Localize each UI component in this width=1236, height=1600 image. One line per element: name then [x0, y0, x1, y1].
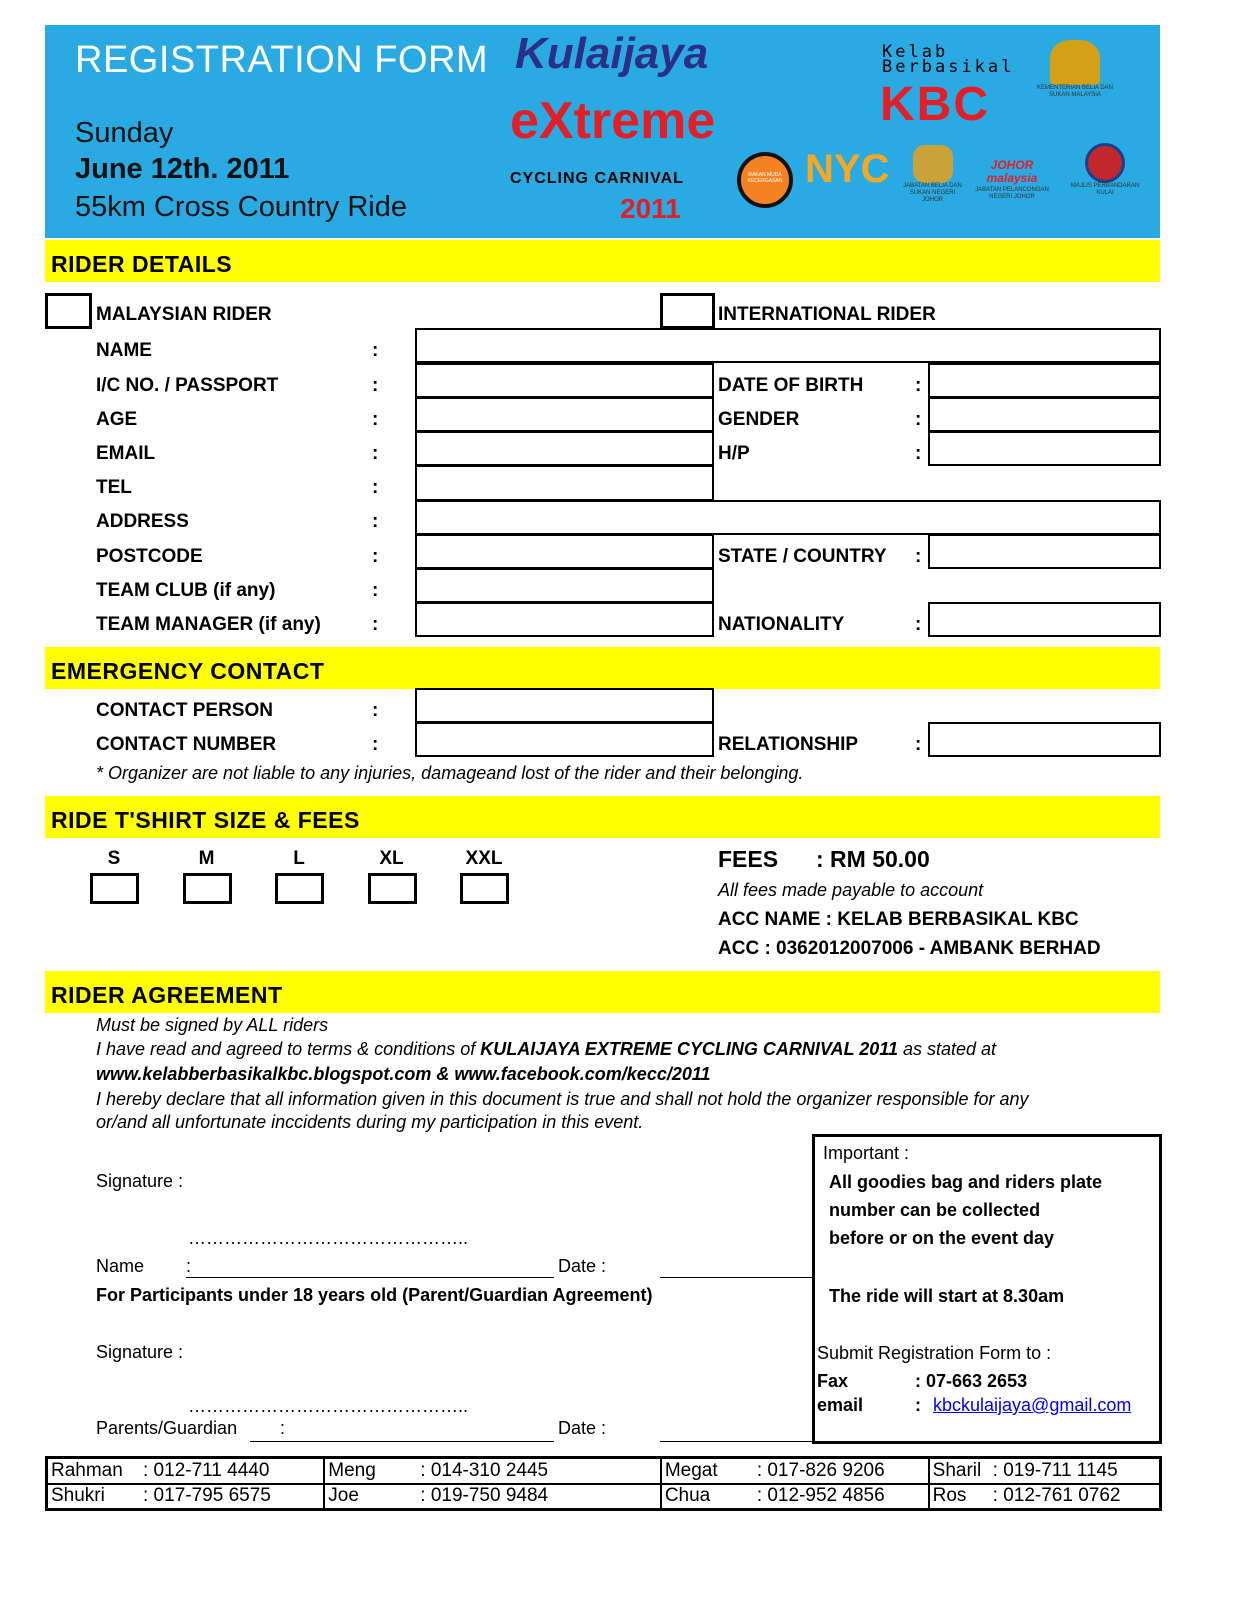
name-signature-line[interactable]: [186, 1277, 554, 1278]
international-rider-checkbox[interactable]: [660, 293, 715, 329]
contact-phone: : 012-952 4856: [756, 1485, 885, 1507]
size-label: XL: [379, 848, 404, 869]
field-label: TEAM CLUB (if any): [96, 580, 276, 601]
contact-phone: : 017-795 6575: [143, 1485, 271, 1507]
start-time: The ride will start at 8.30am: [829, 1286, 1065, 1306]
field-label: AGE: [96, 409, 138, 430]
contact-cell: [929, 1458, 1161, 1484]
kbc-logo-text: Kelab Berbasikal: [882, 42, 1015, 77]
dob-label: DATE OF BIRTH: [718, 375, 864, 396]
johor-tourism-logo: JOHOR malaysia JABATAN PELANCONGAN NEGERI JOHOR: [975, 158, 1049, 200]
team-manager-input[interactable]: [415, 602, 714, 637]
colon: :: [372, 614, 379, 635]
field-label: I/C NO. / PASSPORT: [96, 375, 279, 396]
contact-cell: [661, 1484, 929, 1510]
name-input[interactable]: [415, 328, 1161, 363]
jbs-logo: JABATAN BELIA DAN SUKAN NEGERI JOHOR: [900, 145, 965, 204]
relationship-label: RELATIONSHIP: [718, 734, 859, 755]
hp-label: H/P: [718, 443, 750, 464]
contact-phone: : 019-711 1145: [992, 1459, 1118, 1481]
fees-amount: : RM 50.00: [816, 846, 930, 872]
contact-name: Shukri: [51, 1485, 105, 1507]
contact-phone: : 012-761 0762: [992, 1485, 1121, 1507]
date-line[interactable]: [660, 1277, 812, 1278]
gender-input[interactable]: [928, 397, 1161, 432]
field-label: EMAIL: [96, 443, 156, 464]
fax-number: : 07-663 2653: [915, 1371, 1028, 1391]
contact-phone: : 019-750 9484: [420, 1485, 549, 1507]
contact-name: Joe: [328, 1485, 359, 1507]
header-banner: [45, 25, 1160, 238]
contact-name: Rahman: [51, 1459, 123, 1481]
mpk-logo: MAJLIS PERBANDARAN KULAI: [1070, 143, 1140, 197]
relationship-input[interactable]: [928, 722, 1161, 757]
ic-passport-input[interactable]: [415, 363, 714, 398]
contact-phone: : 014-310 2445: [420, 1459, 549, 1481]
section-tshirt-fees: RIDE T'SHIRT SIZE & FEES: [45, 796, 1160, 838]
field-label: TEL: [96, 477, 132, 498]
colon: :: [372, 546, 379, 567]
kbc-logo: KBC: [880, 78, 990, 131]
event-ride: 55km Cross Country Ride: [75, 191, 407, 223]
size-label: XXL: [465, 848, 503, 869]
colon: :: [372, 477, 379, 498]
fees-label: FEES: [718, 846, 779, 872]
size-checkbox-xl[interactable]: [368, 873, 417, 904]
contact-person-input[interactable]: [415, 688, 714, 723]
must-sign: Must be signed by ALL riders: [96, 1015, 329, 1035]
date-label: Date :: [558, 1256, 607, 1276]
important-line: All goodies bag and riders plate: [829, 1172, 1103, 1192]
event-logo: [510, 29, 725, 234]
event-date: June 12th. 2011: [75, 153, 290, 185]
contact-row: [47, 1458, 1161, 1484]
field-label: POSTCODE: [96, 546, 203, 567]
account-name: ACC NAME : KELAB BERBASIKAL KBC: [718, 909, 1079, 930]
colon: :: [915, 409, 922, 430]
guardian-signature-label: Signature :: [96, 1342, 184, 1362]
contact-cell: [47, 1484, 325, 1510]
colon: :: [372, 340, 379, 361]
gender-label: GENDER: [718, 409, 800, 430]
guardian-label: Parents/Guardian: [96, 1418, 238, 1438]
contact-cell: [929, 1484, 1161, 1510]
contact-cell: [324, 1458, 661, 1484]
event-day: Sunday: [75, 117, 174, 149]
important-title: Important :: [823, 1143, 910, 1163]
name-label: Name: [96, 1256, 145, 1276]
size-checkbox-l[interactable]: [275, 873, 324, 904]
tel-input[interactable]: [415, 465, 714, 501]
colon: :: [915, 734, 922, 755]
contact-name: Megat: [664, 1459, 718, 1481]
guardian-date-line[interactable]: [660, 1441, 812, 1442]
colon: :: [915, 443, 922, 464]
hp-input[interactable]: [928, 431, 1161, 466]
postcode-input[interactable]: [415, 534, 714, 569]
email-link[interactable]: kbckulaijaya@gmail.com: [933, 1395, 1132, 1415]
contact-name: Ros: [932, 1485, 967, 1507]
guardian-signature-line[interactable]: ………………………………………..: [188, 1396, 469, 1416]
malaysian-rider-checkbox[interactable]: [45, 293, 92, 329]
contact-phone: : 017-826 9206: [756, 1459, 885, 1481]
logo-text: 2011: [620, 193, 681, 224]
size-label: L: [293, 848, 305, 869]
colon: :: [372, 511, 379, 532]
account-number: ACC : 0362012007006 - AMBANK BERHAD: [718, 938, 1101, 959]
colon: :: [915, 1395, 921, 1415]
size-label: S: [107, 848, 121, 869]
size-checkbox-xxl[interactable]: [460, 873, 509, 904]
logo-text: Kulaijaya: [515, 29, 709, 78]
contact-name: Sharil: [932, 1459, 982, 1481]
guardian-date-label: Date :: [558, 1418, 607, 1438]
size-label: M: [198, 848, 215, 869]
colon: :: [372, 375, 379, 396]
terms-links: www.kelabberbasikalkbc.blogspot.com & www.facebook.com/kecc/2011: [96, 1064, 711, 1084]
email-label: email: [817, 1395, 864, 1415]
important-line: number can be collected: [829, 1200, 1041, 1220]
contact-row: [47, 1484, 1161, 1510]
contact-person-label: CONTACT PERSON: [96, 700, 273, 721]
colon: :: [186, 1256, 192, 1276]
form-title: REGISTRATION FORM: [75, 39, 489, 81]
rakan-muda-logo: RAKAN MUDA KECERGASAN: [737, 152, 793, 208]
address-input[interactable]: [415, 500, 1161, 535]
section-emergency-contact: EMERGENCY CONTACT: [45, 647, 1160, 689]
colon: :: [372, 580, 379, 601]
important-box: [812, 1134, 1162, 1444]
contact-name: Meng: [328, 1459, 376, 1481]
field-label: ADDRESS: [96, 511, 189, 532]
colon: :: [280, 1418, 286, 1438]
contact-number-label: CONTACT NUMBER: [96, 734, 277, 755]
disclaimer: * Organizer are not liable to any injuries, damageand lost of the rider and their belonging.: [96, 763, 804, 783]
section-rider-agreement: RIDER AGREEMENT: [45, 971, 1160, 1013]
signature-line[interactable]: ………………………………………..: [188, 1228, 469, 1248]
field-label: TEAM MANAGER (if any): [96, 614, 321, 635]
contact-name: Chua: [664, 1485, 711, 1507]
ministry-logo: KEMENTERIAN BELIA DAN SUKAN MALAYSIA: [1035, 40, 1115, 99]
colon: :: [372, 734, 379, 755]
submit-label: Submit Registration Form to :: [817, 1343, 1052, 1363]
nationality-input[interactable]: [928, 602, 1161, 637]
declaration-line-2: or/and all unfortunate inccidents during my participation in this event.: [96, 1112, 644, 1132]
size-checkbox-s[interactable]: [90, 873, 139, 904]
contact-phone: : 012-711 4440: [143, 1459, 270, 1481]
under-18-heading: For Participants under 18 years old (Parent/Guardian Agreement): [96, 1285, 653, 1305]
dob-input[interactable]: [928, 363, 1161, 398]
nationality-label: NATIONALITY: [718, 614, 845, 635]
colon: :: [915, 614, 922, 635]
logo-text: eXtreme: [510, 92, 716, 150]
contact-cell: [47, 1458, 325, 1484]
colon: :: [915, 546, 922, 567]
state-country-input[interactable]: [928, 534, 1161, 569]
age-input[interactable]: [415, 397, 714, 432]
contact-cell: [324, 1484, 661, 1510]
signature-label: Signature :: [96, 1171, 184, 1191]
terms-text: I have read and agreed to terms & conditions of KULAIJAYA EXTREME CYCLING CARNIVAL 2011 as stated at: [96, 1039, 997, 1059]
field-label: NAME: [96, 340, 152, 361]
contact-cell: [661, 1458, 929, 1484]
team-club-input[interactable]: [415, 568, 714, 603]
fax-label: Fax: [817, 1371, 849, 1391]
email-input[interactable]: [415, 431, 714, 466]
state-country-label: STATE / COUNTRY: [718, 546, 887, 567]
size-checkbox-m[interactable]: [183, 873, 232, 904]
international-rider-label: INTERNATIONAL RIDER: [718, 304, 936, 325]
logo-text: CYCLING CARNIVAL: [510, 170, 684, 187]
contact-number-input[interactable]: [415, 722, 714, 757]
colon: :: [372, 443, 379, 464]
guardian-name-line[interactable]: [250, 1441, 554, 1442]
nyc-logo: NYC: [805, 147, 890, 191]
contacts-table: [45, 1456, 1162, 1511]
malaysian-rider-label: MALAYSIAN RIDER: [96, 304, 272, 325]
fees-payable: All fees made payable to account: [718, 880, 984, 900]
colon: :: [915, 375, 922, 396]
section-rider-details: RIDER DETAILS: [45, 240, 1160, 282]
colon: :: [372, 700, 379, 721]
colon: :: [372, 409, 379, 430]
declaration-line-1: I hereby declare that all information given in this document is true and shall not hold the organizer responsible for any: [96, 1089, 1029, 1109]
important-line: before or on the event day: [829, 1228, 1055, 1248]
